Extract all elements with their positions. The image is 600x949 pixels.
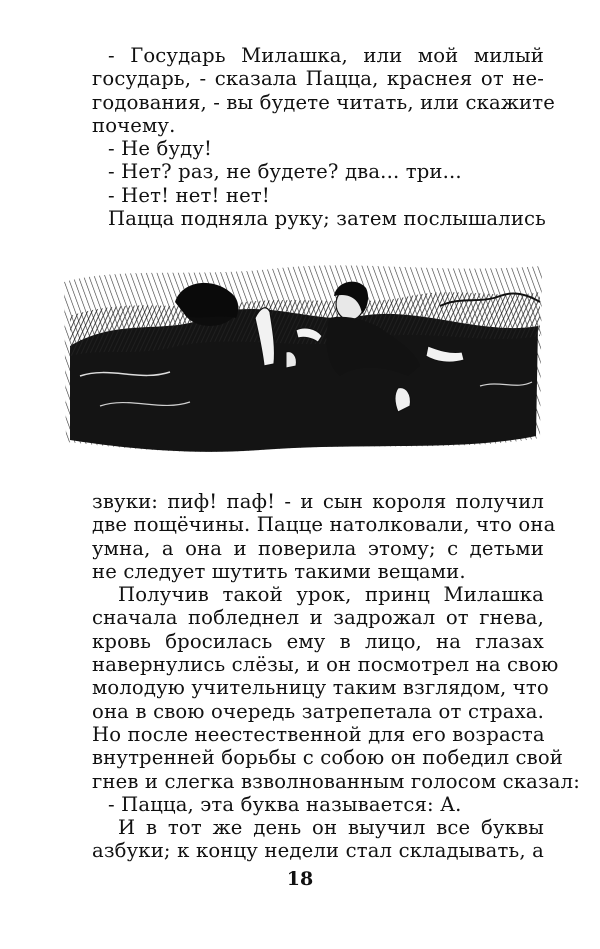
text-line: - Пацца, эта буква называется: А.	[108, 792, 462, 816]
text-line: навернулись слёзы, и он посмотрел на свою	[92, 653, 559, 677]
text-line: - Нет! нет! нет!	[108, 183, 270, 207]
paragraph-block-bottom	[92, 490, 580, 863]
text-line: кровь бросилась ему в лицо, на глазах	[92, 629, 544, 653]
text-line: Но после неестественной для его возраста	[92, 722, 545, 746]
text-line: И в тот же день он выучил все буквы	[118, 816, 544, 840]
text-line: умна, а она и поверила этому; с детьми	[92, 536, 544, 560]
text-line: государь, - сказала Пацца, краснея от не-	[92, 67, 544, 91]
text-line: не следует шутить такими вещами.	[92, 559, 466, 583]
text-line: внутренней борьбы с собою он победил свой	[92, 746, 564, 770]
page-number: 18	[286, 868, 314, 890]
text-line: - Государь Милашка, или мой милый	[108, 44, 544, 67]
paragraph-block-top	[92, 44, 555, 231]
text-line: годования, - вы будете читать, или скажите	[92, 90, 555, 114]
text-line: - Не буду!	[108, 137, 213, 161]
text-line: - Нет? раз, не будете? два... три...	[108, 160, 462, 184]
text-line: молодую учительницу таким взглядом, что	[92, 676, 549, 700]
engraving-illustration-icon	[60, 256, 546, 456]
text-line: она в свою очередь затрепетала от страха.	[92, 699, 544, 723]
text-line: Пацца подняла руку; затем послышались	[108, 207, 546, 231]
text-line: почему.	[92, 113, 176, 137]
text-line: гнев и слегка взволнованным голосом сказал:	[92, 769, 580, 793]
text-line: Получив такой урок, принц Милашка	[118, 583, 544, 607]
text-line: две пощёчины. Пацце натолковали, что она	[92, 513, 556, 537]
text-line: звуки: пиф! паф! - и сын короля получил	[92, 490, 544, 513]
text-line: азбуки; к концу недели стал складывать, а	[92, 839, 544, 863]
text-line: сначала побледнел и задрожал от гнева,	[92, 606, 544, 630]
